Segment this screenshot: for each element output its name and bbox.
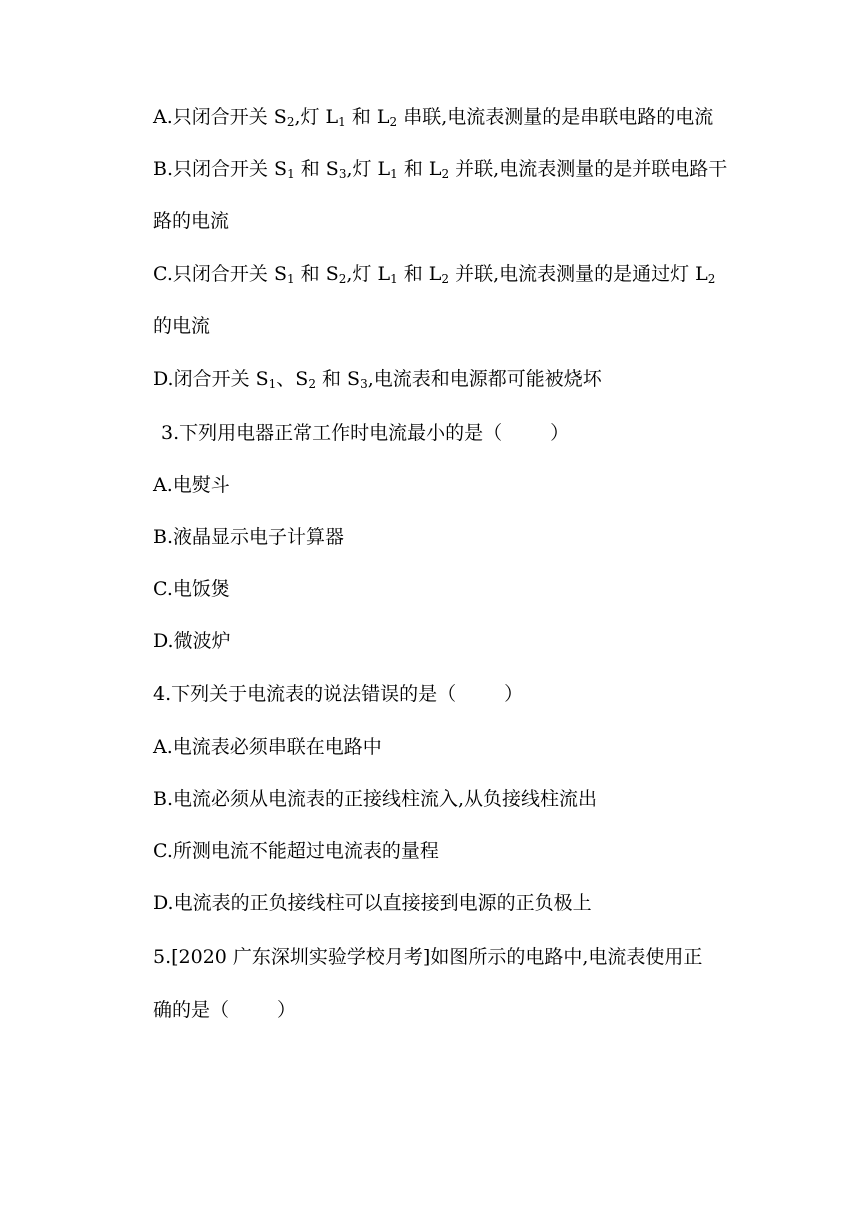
q4-option-b: B.电流必须从电流表的正接线柱流入,从负接线柱流出 [153,788,598,810]
subscript: 2 [338,272,347,286]
q3-option-c: C.电饭煲 [153,578,230,600]
q3-option-b: B.液晶显示电子计算器 [153,526,345,548]
subscript: 2 [389,115,398,129]
subscript: 2 [308,377,316,391]
question-text: 3.下列用电器正常工作时电流最小的是（ [161,422,503,444]
answer-blank-close: ） [504,683,524,705]
subscript: 1 [338,115,346,129]
text-run: 和 L [397,158,442,180]
answer-blank-close: ） [550,422,570,444]
q3-option-a: A.电熨斗 [153,474,230,496]
subscript: 2 [286,115,295,129]
q4-option-c: C.所测电流不能超过电流表的量程 [153,840,439,862]
q2-option-b [153,156,753,182]
text-run: ,灯 L [294,106,339,128]
answer-blank-close: ） [277,999,297,1021]
text-run: B.只闭合开关 S [153,158,288,180]
subscript: 3 [338,167,347,181]
text-run: A.只闭合开关 S [153,106,287,128]
q2-option-b-continued: 路的电流 [153,210,230,232]
q2-option-d [153,366,753,392]
text-run: ,电流表和电源都可能被烧坏 [367,368,602,390]
q3-option-d: D.微波炉 [153,630,231,652]
q4-option-a: A.电流表必须串联在电路中 [153,736,382,758]
question-text: 4.下列关于电流表的说法错误的是（ [153,683,457,705]
q5-stem-line2 [153,997,753,1023]
text-run: 和 S [294,263,339,285]
text-run: C.只闭合开关 S [153,263,287,285]
q4-stem [153,681,753,707]
text-run: ,灯 L [346,158,391,180]
text-run: 并联,电流表测量的是并联电路干 [449,158,728,180]
q2-option-c-continued: 的电流 [153,315,211,337]
text-run: 串联,电流表测量的是串联电路的电流 [397,106,714,128]
text-run: 并联,电流表测量的是通过灯 L [449,263,708,285]
subscript: 2 [441,167,450,181]
q4-option-d: D.电流表的正负接线柱可以直接接到电源的正负极上 [153,892,592,914]
text-run: 和 L [345,106,390,128]
subscript: 1 [390,167,398,181]
subscript: 1 [286,272,295,286]
subscript: 2 [441,272,450,286]
subscript: 2 [707,272,716,286]
text-run: ,灯 L [346,263,391,285]
text-run: 和 S [315,368,361,390]
subscript: 3 [360,377,368,391]
text-run: 和 L [397,263,442,285]
subscript: 1 [390,272,398,286]
subscript: 1 [287,167,295,181]
q2-option-a [153,104,753,130]
text-run: 和 S [294,158,339,180]
subscript: 1 [268,377,277,391]
text-run: D.闭合开关 S [153,368,269,390]
question-text: 确的是（ [153,999,230,1021]
text-run: 、S [276,368,309,390]
q2-option-c [153,261,753,287]
q3-stem [161,420,761,446]
q5-stem-line1: 5.[2020 广东深圳实验学校月考]如图所示的电路中,电流表使用正 [153,946,703,968]
